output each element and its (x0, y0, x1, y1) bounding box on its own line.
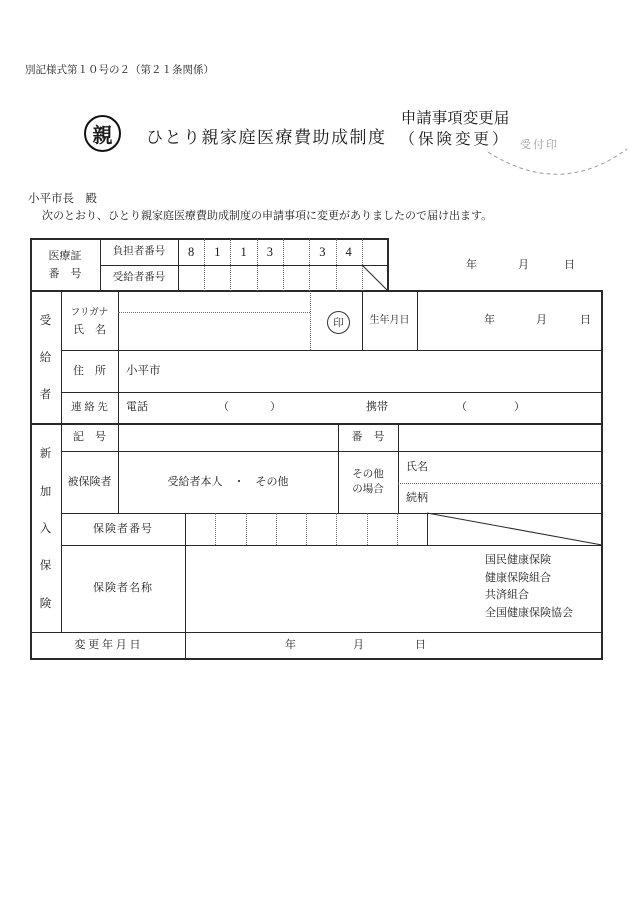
grid-line-v (185, 513, 186, 660)
insurer-type-item: 全国健康保険協会 (485, 606, 573, 619)
birthdate-day-label: 日 (580, 314, 591, 326)
digit-cell: 1 (214, 245, 221, 259)
mobile-paren-close: ） (514, 401, 525, 413)
digit-cell (178, 265, 204, 291)
insured-person-options: 受給者本人 ・ その他 (167, 476, 289, 488)
section-label-char: 保 (39, 560, 52, 573)
oya-stamp-char: 親 (92, 125, 113, 147)
grid-line-v (417, 291, 418, 350)
digit-cell: 8 (188, 245, 195, 259)
seal-mark-char: 印 (333, 318, 344, 329)
digit-cell (309, 265, 335, 291)
furigana-label: フリガナ (70, 308, 109, 318)
digit-separator (306, 513, 307, 545)
section-label-char: 加 (39, 485, 52, 498)
change-date-month-label: 月 (353, 639, 364, 651)
change-date-label: 変 更 年 月 日 (74, 639, 141, 651)
reception-stamp-arc-icon (482, 140, 630, 192)
insurer-number-label: 保険者番号 (93, 523, 153, 535)
submit-date-year-label: 年 (466, 259, 477, 271)
digit-cell (283, 239, 309, 265)
payer-number-digits (178, 239, 388, 265)
insurer-type-item: 健康保険組合 (485, 571, 551, 584)
name-label-cell (61, 291, 118, 350)
other-case-line1: その他 (352, 469, 384, 480)
digit-cell (362, 265, 388, 291)
submit-date-month-label: 月 (518, 259, 529, 271)
digit-separator (215, 513, 216, 545)
other-case-line2: の場合 (352, 484, 384, 495)
digit-cell: 3 (266, 245, 273, 259)
subtitle-line2: （保険変更） (399, 131, 511, 148)
symbol-label: 記 号 (73, 431, 106, 443)
payer-number-label: 負担者番号 (112, 246, 166, 257)
digit-cell (336, 265, 362, 291)
medical-cert-label (30, 247, 100, 283)
furigana-separator (118, 312, 310, 313)
reception-stamp-label: 受付印 (520, 139, 559, 151)
digit-separator (246, 513, 247, 545)
section-label-char: 険 (39, 597, 52, 610)
digit-separator (397, 513, 398, 545)
other-name-label: 氏名 (406, 461, 428, 473)
recipient-section-label (30, 291, 61, 423)
number-label: 番 号 (351, 431, 385, 443)
intro-sentence: 次のとおり、ひとり親家庭医療費助成制度の申請事項に変更がありましたので届け出ます。 (42, 210, 493, 222)
seal-mark-icon (327, 311, 350, 334)
insurer-type-item: 共済組合 (485, 589, 529, 601)
insurer-type-item: 国民健康保険 (485, 554, 551, 566)
medical-cert-label-line1: 医療証 (48, 250, 82, 262)
mobile-label: 携帯 (366, 401, 388, 413)
digit-cell: 4 (345, 245, 352, 259)
digit-cell (257, 265, 283, 291)
medical-cert-label-line2: 番 号 (48, 268, 82, 280)
name-label: 氏 名 (73, 324, 106, 336)
subtitle-line1: 申請事項変更届 (400, 110, 510, 127)
digit-separator (367, 513, 368, 545)
change-date-year-label: 年 (285, 639, 296, 651)
section-label-char: 者 (39, 389, 52, 401)
insurer-name-label: 保険者名称 (93, 582, 153, 594)
phone-label: 電話 (126, 401, 148, 413)
phone-paren-close: ） (270, 401, 281, 413)
digit-cell (204, 265, 230, 291)
addressee: 小平市長 殿 (28, 193, 97, 205)
digit-cell: 3 (319, 245, 326, 259)
digit-cell (362, 239, 388, 265)
other-case-label (338, 451, 398, 513)
diagonal-strike-icon (427, 513, 602, 545)
other-relation-label: 続柄 (406, 492, 428, 504)
name-seal-separator (310, 291, 311, 350)
mobile-paren-open: （ (456, 401, 467, 413)
recipient-number-label: 受給者番号 (112, 272, 166, 283)
recipient-number-digits (178, 265, 388, 291)
oya-stamp-icon (84, 115, 121, 152)
address-value: 小平市 (126, 365, 161, 377)
page-title: ひとり親家庭医療費助成制度 (146, 128, 387, 147)
section-label-char: 受 (39, 315, 52, 327)
birthdate-label: 生年月日 (369, 315, 410, 326)
insured-person-label: 被保険者 (67, 476, 112, 488)
new-insurance-section-label (30, 424, 61, 632)
contact-label: 連 絡 先 (71, 402, 108, 413)
section-label-char: 新 (39, 448, 52, 461)
grid-line-v (601, 290, 603, 660)
change-date-day-label: 日 (415, 639, 426, 651)
digit-separator (336, 513, 337, 545)
birthdate-month-label: 月 (536, 314, 547, 326)
form-number: 別記様式第１０号の２（第２１条関係） (25, 65, 214, 76)
submit-date-day-label: 日 (564, 259, 575, 271)
grid-line-h (30, 658, 603, 660)
birthdate-year-label: 年 (484, 314, 495, 326)
grid-line-v (398, 424, 399, 513)
digit-separator (276, 513, 277, 545)
phone-paren-open: （ (218, 401, 229, 413)
digit-cell: 1 (240, 245, 247, 259)
digit-cell (283, 265, 309, 291)
address-label: 住 所 (73, 365, 106, 377)
insurer-type-list (485, 552, 573, 622)
section-label-char: 入 (39, 522, 52, 535)
name-relation-separator (398, 483, 603, 484)
section-label-char: 給 (39, 352, 52, 364)
digit-cell (231, 265, 257, 291)
